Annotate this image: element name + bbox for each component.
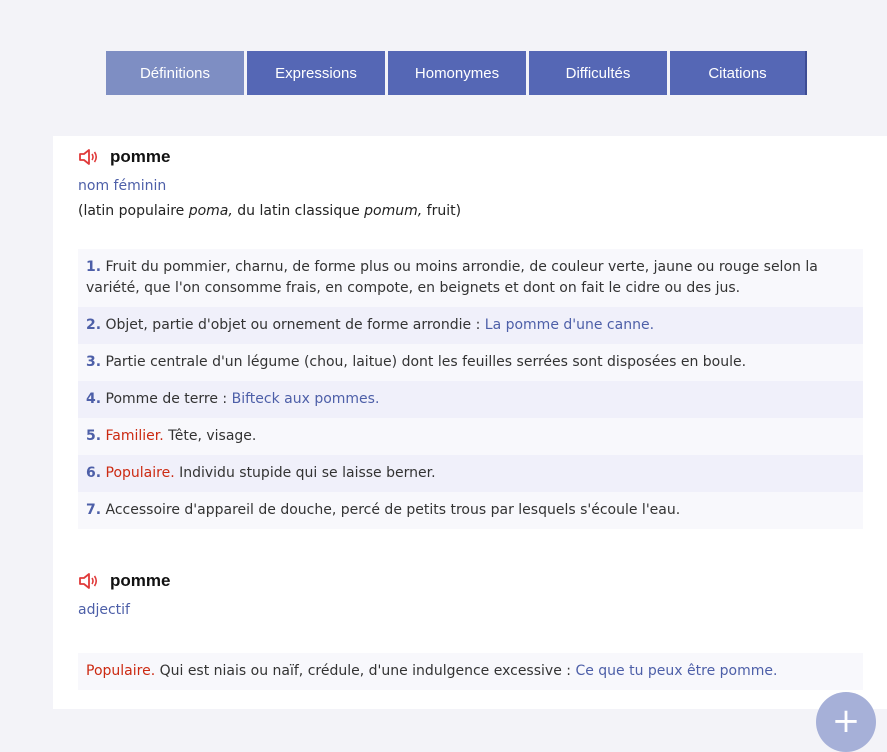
definition-text: Qui est niais ou naïf, crédule, d'une indulgence excessive : [155,663,576,679]
definition-text: Partie centrale d'un légume (chou, laitue) dont les feuilles serrées sont disposées en boule. [101,354,747,370]
entry-header [78,147,170,167]
speaker-icon[interactable] [78,572,100,590]
definition-list [78,249,863,529]
definition-text: Tête, visage. [163,428,257,444]
definition-text: Pomme de terre : [101,391,232,407]
definition-item [78,249,863,307]
definition-item [78,307,863,344]
definition-text: Individu stupide qui se laisse berner. [174,465,436,481]
headword: pomme [110,571,171,590]
definition-item [78,344,863,381]
add-button[interactable]: + [816,692,876,752]
definition-number: 1. [86,259,102,275]
etym-text: (latin populaire [78,203,189,219]
definition-number: 3. [86,354,102,370]
register-label: Familier. [101,428,164,444]
tab-homonymes[interactable]: Homonymes [388,51,526,95]
register-label: Populaire. [86,663,156,679]
definition-number: 4. [86,391,102,407]
headword: pomme [110,147,171,166]
entry-header [78,571,170,591]
tab-expressions[interactable]: Expressions [247,51,385,95]
definition-number: 5. [86,428,102,444]
etym-latin-word: poma, [188,203,233,219]
definition-text: Accessoire d'appareil de douche, percé de petits trous par lesquels s'écoule l'eau. [101,502,681,518]
example-text: Bifteck aux pommes. [231,391,380,407]
definition-number: 2. [86,317,102,333]
example-text: Ce que tu peux être pomme. [575,663,778,679]
speaker-icon[interactable] [78,148,100,166]
tab-bar [106,51,807,95]
part-of-speech: nom féminin [78,178,167,194]
definition-item [78,492,863,529]
tab-difficultes[interactable]: Difficultés [529,51,667,95]
definition-number: 6. [86,465,102,481]
etym-latin-word: pomum, [364,203,423,219]
tab-definitions[interactable]: Définitions [106,51,244,95]
definitions-panel [53,136,887,709]
definition-item [78,418,863,455]
etym-text: fruit) [422,203,462,219]
etymology [78,203,461,219]
definition-item [78,381,863,418]
example-text: La pomme d'une canne. [484,317,655,333]
definition-text: Fruit du pommier, charnu, de forme plus ou moins arrondie, de couleur verte, jaune ou rouge selon la variété, que l'on consomme frais, en compote, en beignets et dont on fait le cidre ou des jus. [86,259,818,296]
definition-list [78,653,863,690]
etym-text: du latin classique [232,203,365,219]
truncated-top-text [80,0,640,4]
definition-text: Objet, partie d'objet ou ornement de forme arrondie : [101,317,485,333]
definition-item [78,455,863,492]
part-of-speech: adjectif [78,602,130,618]
definition-item [78,653,863,690]
register-label: Populaire. [101,465,175,481]
tab-citations[interactable]: Citations [670,51,807,95]
definition-number: 7. [86,502,102,518]
